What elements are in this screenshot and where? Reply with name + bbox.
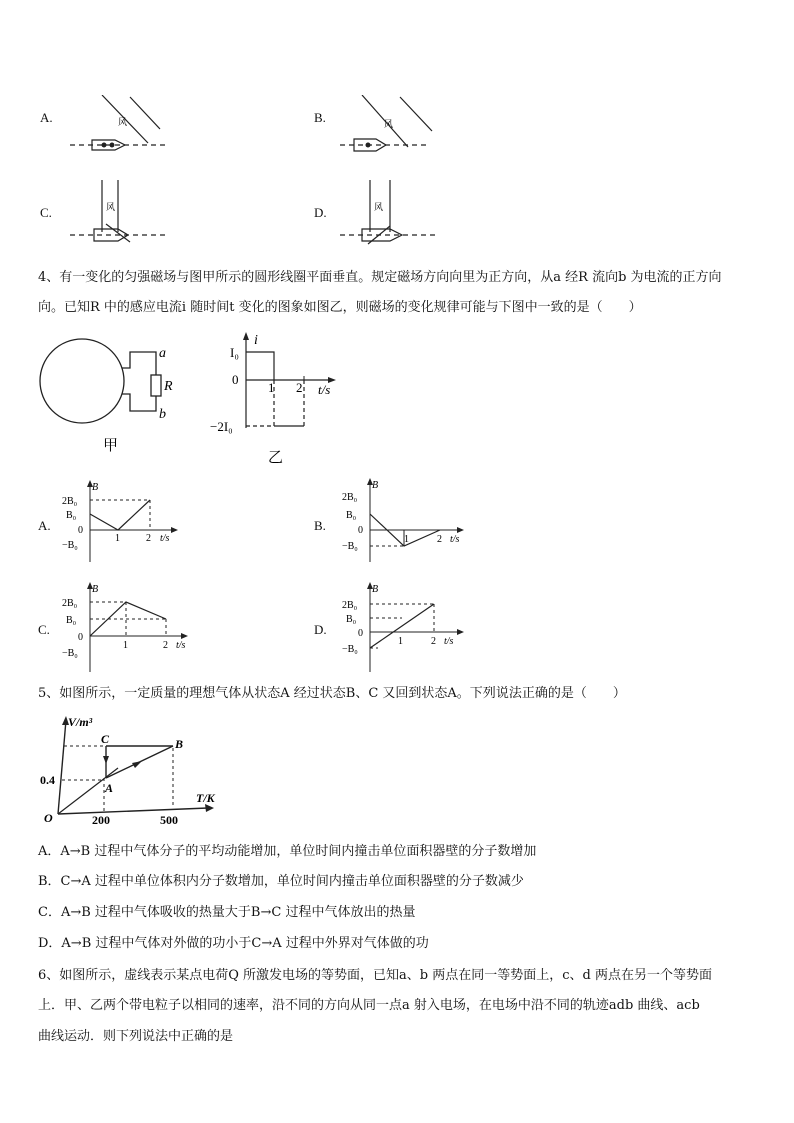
svg-text:B₀: B₀: [66, 615, 77, 626]
q4-figure-jia: [38, 338, 188, 458]
q3-option-b-label: B.: [314, 110, 326, 125]
q3-figure-b: [340, 95, 440, 155]
q3-option-c-label: C.: [40, 205, 52, 220]
svg-text:B: B: [92, 482, 99, 493]
svg-text:2: 2: [296, 380, 303, 395]
svg-text:2: 2: [146, 533, 151, 544]
svg-text:风: 风: [106, 202, 116, 212]
q4-graph-b: [338, 476, 473, 566]
svg-text:B₀: B₀: [346, 510, 357, 521]
svg-text:2B₀: 2B₀: [62, 598, 78, 609]
svg-text:t/s: t/s: [176, 640, 186, 651]
svg-text:B: B: [92, 584, 99, 595]
svg-text:A: A: [105, 781, 114, 795]
jia-a: a: [159, 346, 166, 361]
q5-option-c: C．A→B 过程中气体吸收的热量大于B→C 过程中气体放出的热量: [38, 905, 416, 920]
q6-stem-line1: 6、如图所示，虚线表示某点电荷Q 所激发电场的等势面，已知a、b 两点在同一等势面上，c、d 两点在另一个等势面: [38, 968, 713, 983]
svg-text:−B₀: −B₀: [342, 541, 358, 552]
svg-text:500: 500: [160, 813, 178, 827]
svg-text:V/m³: V/m³: [68, 715, 93, 729]
svg-text:T/K: T/K: [196, 791, 215, 805]
svg-text:0: 0: [358, 628, 363, 639]
q4-stem-line2: 向。已知R 中的感应电流i 随时间t 变化的图象如图乙，则磁场的变化规律可能与下图中一致的是（ ）: [38, 300, 642, 315]
q4-graph-a: [58, 478, 188, 568]
q3-option-d-label: D.: [314, 205, 327, 220]
q5-option-b: B．C→A 过程中单位体积内分子数增加，单位时间内撞击单位面积器壁的分子数减少: [38, 874, 524, 889]
svg-text:−B₀: −B₀: [342, 644, 358, 655]
q5-option-d: D．A→B 过程中气体对外做的功小于C→A 过程中外界对气体做的功: [38, 936, 429, 951]
svg-text:B₀: B₀: [346, 614, 357, 625]
svg-text:t/s: t/s: [318, 382, 331, 397]
svg-text:i: i: [254, 333, 258, 348]
svg-text:风: 风: [384, 119, 394, 129]
jia-caption: 甲: [103, 438, 119, 454]
q5-option-a: A．A→B 过程中气体分子的平均动能增加，单位时间内撞击单位面积器壁的分子数增加: [38, 844, 537, 859]
svg-text:200: 200: [92, 813, 110, 827]
svg-text:2B₀: 2B₀: [342, 600, 358, 611]
svg-text:1: 1: [123, 640, 128, 651]
q4-figure-yi: [210, 328, 350, 468]
svg-text:0: 0: [78, 525, 83, 536]
svg-text:1: 1: [268, 380, 275, 395]
jia-b: b: [159, 407, 166, 422]
yi-caption: 乙: [268, 450, 284, 466]
svg-text:B₀: B₀: [66, 510, 77, 521]
q4-option-c-label: C.: [38, 622, 50, 637]
q4-option-a-label: A.: [38, 518, 51, 533]
svg-text:−B₀: −B₀: [62, 648, 78, 659]
svg-text:−2I₀: −2I₀: [210, 419, 233, 434]
svg-text:O: O: [44, 811, 53, 825]
q3-figure-a: [70, 95, 170, 155]
svg-text:I₀: I₀: [230, 345, 239, 360]
q4-graph-c: [58, 580, 198, 675]
q6-stem-line2: 上．甲、乙两个带电粒子以相同的速率，沿不同的方向从同一点a 射入电场，在电场中沿不同的轨迹adb 曲线、acb: [38, 998, 700, 1013]
svg-text:B: B: [372, 480, 379, 491]
q5-vt-graph: [38, 712, 238, 828]
svg-text:B: B: [372, 584, 379, 595]
svg-text:t/s: t/s: [160, 533, 170, 544]
svg-text:1: 1: [115, 533, 120, 544]
svg-text:2: 2: [437, 534, 442, 545]
q4-option-d-label: D.: [314, 622, 327, 637]
svg-text:t/s: t/s: [450, 534, 460, 545]
svg-text:2: 2: [163, 640, 168, 651]
q3-figure-c: [70, 180, 170, 245]
svg-text:1: 1: [398, 636, 403, 647]
q3-option-a-label: A.: [40, 110, 53, 125]
svg-text:0: 0: [232, 372, 239, 387]
svg-text:B: B: [175, 737, 184, 751]
svg-text:2B₀: 2B₀: [342, 492, 358, 503]
svg-text:0: 0: [358, 525, 363, 536]
svg-text:0: 0: [78, 632, 83, 643]
jia-R: R: [164, 379, 173, 394]
q3-figure-d: [340, 180, 440, 245]
q6-stem-line3: 曲线运动．则下列说法中正确的是: [38, 1029, 234, 1044]
q4-stem-line1: 4、有一变化的匀强磁场与图甲所示的圆形线圈平面垂直。规定磁场方向向里为正方向，从a 经R 流向b 为电流的正方向: [38, 270, 722, 285]
svg-text:0.4: 0.4: [40, 773, 55, 787]
svg-text:−B₀: −B₀: [62, 540, 78, 551]
svg-text:风: 风: [374, 202, 384, 212]
svg-text:风: 风: [118, 117, 128, 127]
svg-text:1: 1: [404, 534, 409, 545]
svg-text:2: 2: [431, 636, 436, 647]
q5-stem: 5、如图所示，一定质量的理想气体从状态A 经过状态B、C 又回到状态A。下列说法正确的是（ ）: [38, 686, 626, 701]
svg-text:t/s: t/s: [444, 636, 454, 647]
svg-text:2B₀: 2B₀: [62, 496, 78, 507]
q4-graph-d: [338, 580, 473, 675]
svg-text:C: C: [101, 732, 110, 746]
q4-option-b-label: B.: [314, 518, 326, 533]
